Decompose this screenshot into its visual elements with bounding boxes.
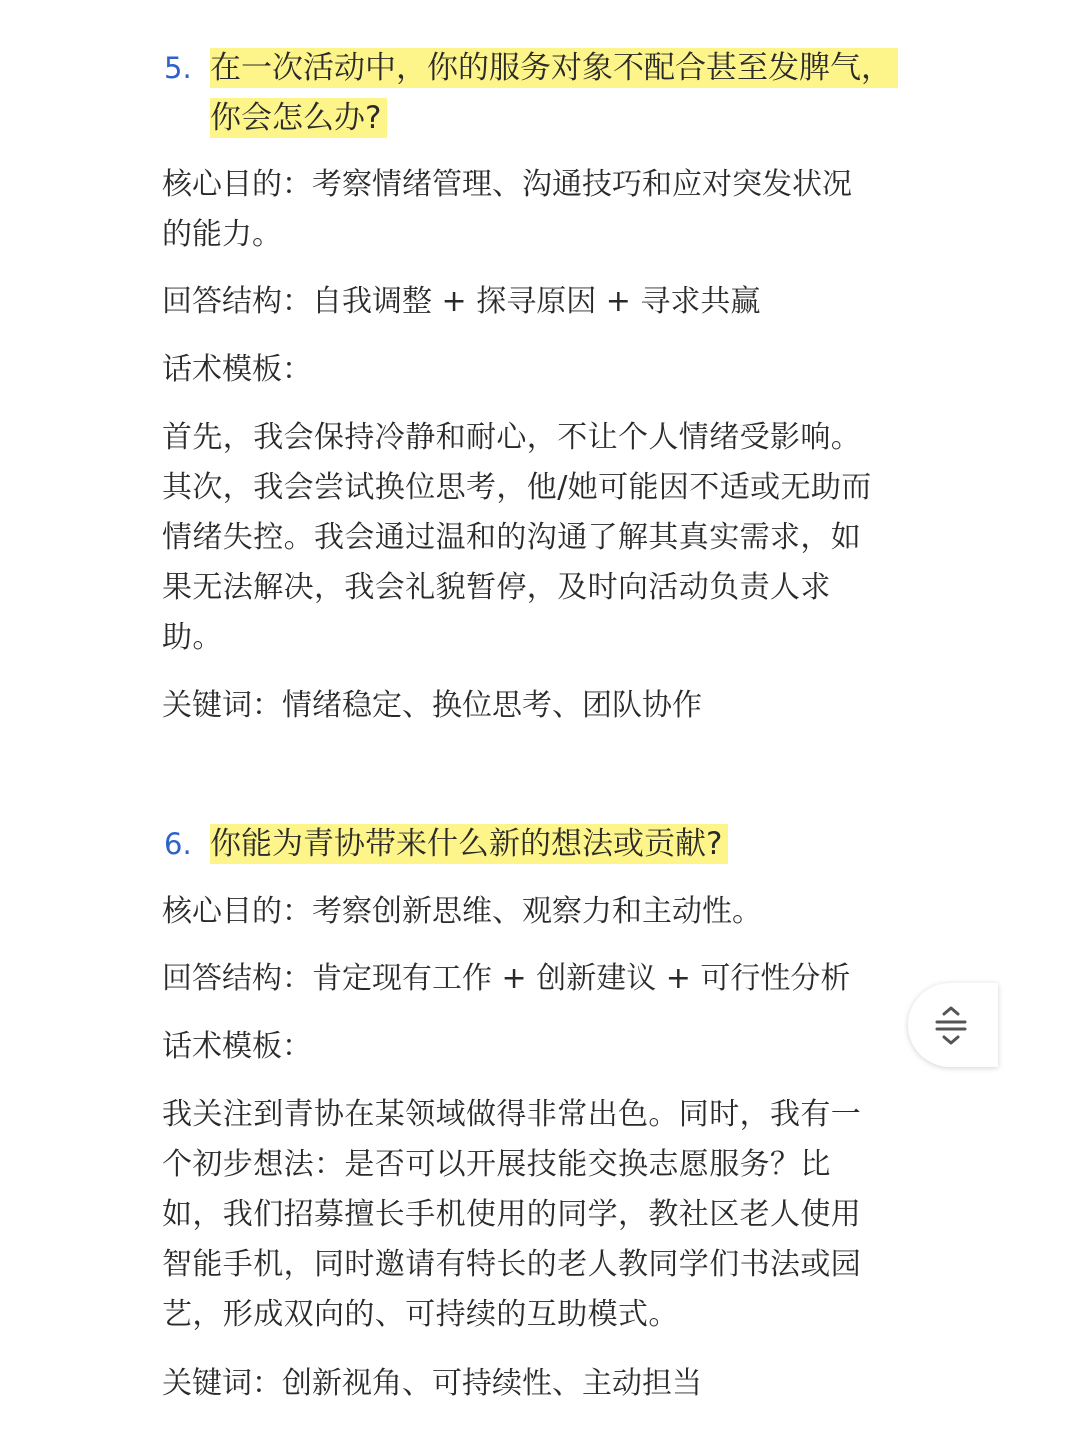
template-line: 智能手机，同时邀请有特长的老人教同学们书法或园 — [162, 1247, 862, 1282]
question-6-number: 6. — [164, 827, 192, 861]
template-line: 其次，我会尝试换位思考，他/她可能因不适或无助而 — [162, 470, 872, 505]
question-5-purpose-line-1: 核心目的：考察情绪管理、沟通技巧和应对突发状况 — [162, 167, 852, 202]
template-line: 如，我们招募擅长手机使用的同学，教社区老人使用 — [162, 1197, 862, 1232]
question-5-text — [210, 43, 922, 143]
question-5-template-label: 话术模板： — [162, 352, 312, 387]
collapse-expand-button[interactable] — [908, 983, 998, 1067]
template-line: 助。 — [162, 620, 223, 655]
question-6-heading — [162, 819, 922, 869]
question-6-line: 你能为青协带来什么新的想法或贡献? — [210, 824, 728, 864]
template-line: 果无法解决，我会礼貌暂停，及时向活动负责人求 — [162, 570, 831, 605]
question-5-line-1: 在一次活动中，你的服务对象不配合甚至发脾气， — [210, 48, 898, 88]
question-5-template-text — [162, 413, 922, 663]
question-5-keywords: 关键词：情绪稳定、换位思考、团队协作 — [162, 688, 702, 723]
question-6-structure: 回答结构：肯定现有工作 + 创新建议 + 可行性分析 — [162, 961, 851, 996]
question-5-heading — [162, 43, 922, 143]
question-5-purpose-line-2: 的能力。 — [162, 217, 282, 252]
question-6-keywords: 关键词：创新视角、可持续性、主动担当 — [162, 1366, 702, 1401]
question-6-template-text — [162, 1090, 922, 1340]
template-line: 个初步想法：是否可以开展技能交换志愿服务？比 — [162, 1147, 831, 1182]
collapse-expand-icon — [934, 1005, 968, 1045]
question-5-number: 5. — [164, 51, 192, 85]
template-line: 首先，我会保持冷静和耐心，不让个人情绪受影响。 — [162, 420, 862, 455]
question-6-template-label: 话术模板： — [162, 1029, 312, 1064]
question-6-text — [210, 819, 922, 869]
question-6-purpose: 核心目的：考察创新思维、观察力和主动性。 — [162, 894, 762, 929]
template-line: 我关注到青协在某领域做得非常出色。同时，我有一 — [162, 1097, 862, 1132]
template-line: 艺，形成双向的、可持续的互助模式。 — [162, 1297, 679, 1332]
question-5-line-2: 你会怎么办? — [210, 98, 387, 138]
template-line: 情绪失控。我会通过温和的沟通了解其真实需求，如 — [162, 520, 862, 555]
question-5-structure: 回答结构：自我调整 + 探寻原因 + 寻求共赢 — [162, 284, 761, 319]
